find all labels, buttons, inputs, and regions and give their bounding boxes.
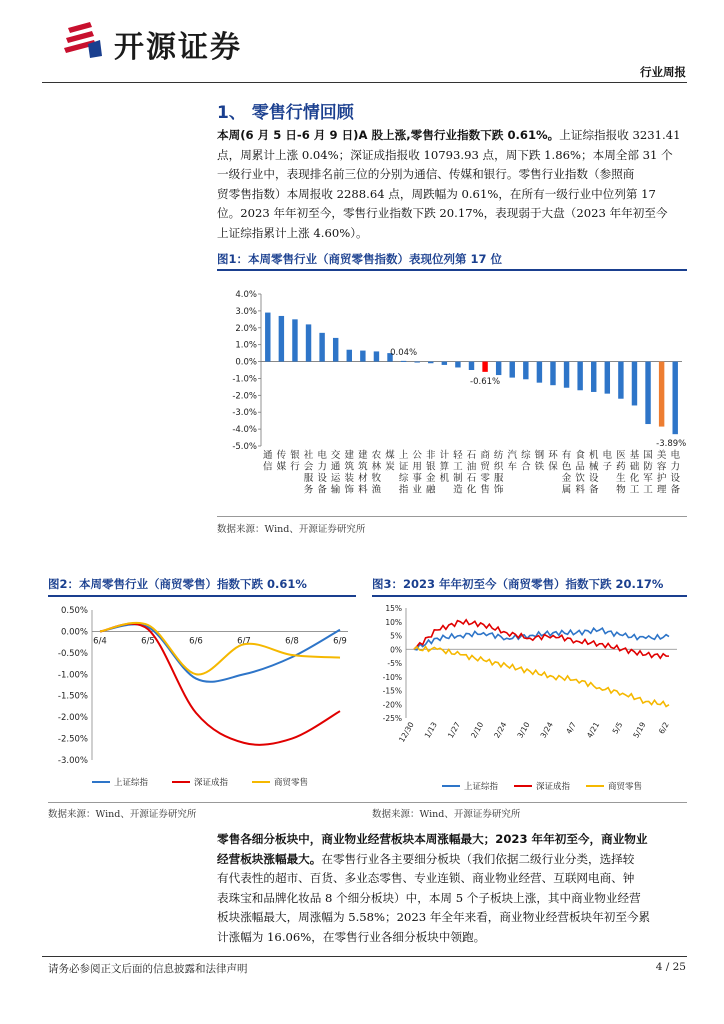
category-label (290, 449, 300, 473)
category-label-char: 子 (602, 461, 613, 473)
category-label (548, 450, 558, 473)
category-label (494, 449, 504, 496)
category-label-char: 设 (317, 473, 327, 484)
sector-paragraph: 零售各细分板块中，商业物业经营板块本周涨幅最大；2023 年年初至今，商业物业 经营板块涨幅最大。在零售行业各主要细分板块（我们依据二级行业分类，选择较 有代表性的超市、百货、多业态零售、专业连锁、商业物业经营、互联网电商、钟 表珠宝和品牌化妆品 8 个细分板块）中，本周 5 个子板块上涨，其中商业物业经营 板块涨幅最大，周涨幅为 5.58%；2023 年全年来看，商业物业经营板块年初至今累 计涨幅为 16.06%，在零售行业各细分板块中领跑。 (217, 832, 651, 944)
legend-label: 上证综指 (464, 782, 499, 792)
legend-label: 深证成指 (194, 778, 229, 788)
category-label-char: 煤 (385, 450, 395, 461)
category-label-char: 商 (480, 450, 490, 461)
bar (306, 324, 311, 361)
category-label-char: 环 (548, 450, 558, 461)
y-tick-label: -25% (382, 714, 402, 723)
category-label (562, 449, 572, 496)
legend-label: 商贸零售 (608, 782, 643, 792)
category-label-char: 生 (616, 473, 626, 484)
category-label-char: 通 (330, 461, 341, 473)
category-label-char: 电 (602, 450, 613, 461)
category-label-char: 合 (521, 461, 531, 473)
bar (374, 351, 379, 361)
series-line-3 (100, 623, 340, 675)
header-rule (42, 82, 687, 83)
x-tick-label: 5/19 (631, 720, 648, 740)
bar (550, 362, 555, 386)
category-label-char: 设 (670, 473, 680, 484)
y-tick-label: 3.0% (235, 306, 257, 317)
bar (659, 362, 664, 427)
bar (564, 362, 569, 388)
y-tick-label: -1.0% (232, 374, 257, 385)
category-label-char: 通 (263, 450, 273, 461)
category-label-char: 事 (412, 473, 422, 484)
bar (618, 362, 623, 399)
category-label (521, 449, 531, 473)
category-label-char: 轻 (453, 450, 463, 461)
category-label-char: 织 (493, 461, 504, 473)
intro-paragraph: 本周(6 月 5 日-6 月 9 日)A 股上涨,零售行业指数下跌 0.61%。上证综指报收 3231.41 点，周累计上涨 0.04%；深证成指报收 10793.93 点，周下跌 1.86%；本周全部 31 个 一级行业中，表现排名前三位的分别为通信、传媒和银行。零售行业指数（参照商 贸零售指数）本周报收 2288.64 点，周跌幅为 0.61%，在所有一级行业中位列第 17 位。2023 年年初至今，零售行业指数下跌 20.17%，表现弱于大盘（2023 年年初至今 上证综指累计上涨 4.60%）。 (217, 128, 681, 240)
category-label-char: 军 (643, 473, 653, 484)
x-tick-label: 6/2 (656, 720, 671, 736)
y-tick-label: -3.0% (232, 408, 257, 419)
fig3-line-chart (372, 600, 687, 800)
y-tick-label: -2.50% (57, 734, 88, 745)
category-label-char: 运 (330, 473, 341, 484)
brand-logo-icon (62, 18, 104, 60)
category-label-char: 物 (616, 484, 626, 496)
report-type: 行业周报 (640, 65, 686, 79)
legend-label: 商贸零售 (274, 778, 309, 788)
section-title: 1、 零售行情回顾 (217, 103, 354, 123)
category-label-char: 饰 (493, 484, 504, 496)
x-tick-label: 6/7 (237, 636, 251, 647)
bar (672, 362, 677, 435)
y-tick-label: -2.00% (57, 713, 88, 724)
y-tick-label: 0.00% (60, 627, 88, 638)
category-label-char: 料 (358, 484, 368, 496)
category-label-char: 建 (358, 450, 368, 461)
category-label (317, 449, 327, 496)
category-label-char: 备 (588, 484, 599, 496)
y-tick-label: 1.0% (235, 340, 257, 351)
category-label (589, 449, 599, 496)
category-label (304, 449, 314, 496)
category-label-char: 融 (426, 484, 436, 496)
category-label-char: 零 (480, 473, 490, 484)
bar (265, 313, 270, 362)
intro-bold: 本周(6 月 5 日-6 月 9 日)A 股上涨,零售行业指数下跌 0.61%。 (217, 128, 560, 142)
x-tick-label: 1/13 (422, 720, 439, 740)
y-tick-label: -2.0% (232, 391, 257, 402)
category-label-char: 售 (480, 484, 490, 496)
bar (442, 362, 447, 365)
x-tick-label: 6/5 (141, 636, 155, 647)
fig23-bottom-rule (48, 802, 687, 803)
category-label-char: 美 (656, 450, 667, 461)
category-label-char: 保 (548, 461, 558, 473)
bar (469, 362, 474, 370)
category-label (535, 449, 545, 473)
y-tick-label: -3.00% (57, 756, 88, 766)
category-label (358, 449, 368, 496)
category-label (670, 449, 680, 496)
bar (605, 362, 610, 394)
category-label-char: 钢 (534, 450, 545, 461)
fig1-title: 图1：本周零售行业（商贸零售指数）表现位列第 17 位 (217, 252, 503, 266)
category-label-char: 输 (330, 484, 341, 496)
legend-label: 深证成指 (536, 782, 571, 792)
category-label-char: 机 (439, 473, 450, 484)
category-label (603, 449, 613, 473)
bar (591, 362, 596, 392)
category-label-char: 工 (453, 461, 463, 473)
fig1-title-rule (217, 269, 687, 271)
category-label-char: 银 (290, 450, 300, 461)
x-tick-label: 6/9 (333, 636, 347, 647)
category-label-char: 工 (643, 484, 653, 496)
category-label-char: 机 (588, 450, 599, 461)
y-tick-label: 0% (390, 645, 402, 655)
category-label-char: 材 (358, 473, 368, 484)
category-label-char: 信 (263, 461, 273, 473)
category-label-char: 色 (561, 461, 572, 473)
category-label-char: 农 (371, 450, 382, 461)
bar (577, 362, 582, 391)
category-label-char: 计 (439, 450, 450, 461)
bar (496, 362, 501, 376)
y-tick-label: 10% (385, 617, 402, 627)
category-label (467, 450, 477, 496)
y-tick-label: -1.00% (57, 670, 88, 681)
category-label-char: 备 (317, 484, 327, 496)
category-label (277, 449, 287, 473)
x-tick-label: 2/10 (469, 720, 486, 740)
y-tick-label: -5% (387, 659, 402, 668)
fig3-title-rule (372, 595, 687, 597)
y-tick-label: -5.0% (232, 442, 257, 452)
category-label (643, 450, 653, 496)
bar (360, 351, 365, 362)
category-label-char: 媒 (276, 461, 287, 473)
x-tick-label: 6/8 (285, 636, 299, 647)
category-label-char: 行 (290, 461, 300, 473)
category-label-char: 交 (330, 450, 341, 461)
x-tick-label: 6/6 (189, 636, 203, 647)
category-label-char: 林 (371, 461, 382, 473)
bar (510, 362, 515, 378)
fig2-title-rule (48, 595, 356, 597)
fig3-title: 图3：2023 年年初至今（商贸零售）指数下跌 20.17% (372, 577, 664, 591)
category-label (331, 449, 341, 496)
bar (645, 362, 650, 424)
footer-disclaimer: 请务必参阅正文后面的信息披露和法律声明 (48, 963, 248, 975)
y-tick-label: 15% (385, 604, 402, 613)
category-label-char: 础 (629, 461, 640, 473)
category-label-char: 有 (561, 450, 572, 461)
bar (333, 338, 338, 362)
category-label-char: 石 (466, 473, 477, 484)
category-label-char: 牧 (371, 473, 382, 484)
fig1-source: 数据来源：Wind、开源证券研究所 (217, 524, 366, 535)
category-label (507, 449, 517, 473)
fig1-bar-chart (217, 280, 687, 505)
category-label (412, 450, 422, 496)
category-label-char: 备 (670, 484, 680, 496)
category-label (385, 449, 395, 473)
category-label (453, 449, 463, 496)
category-label-char: 力 (317, 461, 327, 473)
series-line-2 (414, 620, 669, 658)
fig1-bottom-rule (217, 516, 687, 517)
x-tick-label: 12/30 (397, 720, 416, 744)
category-label-char: 电 (670, 450, 680, 461)
category-label-char: 饮 (575, 473, 585, 484)
category-label (630, 449, 640, 496)
x-tick-label: 1/27 (445, 720, 463, 740)
category-label-char: 务 (303, 484, 314, 496)
category-label-char: 料 (575, 484, 585, 496)
category-label-char: 汽 (507, 450, 517, 461)
category-label-char: 造 (453, 484, 463, 496)
category-label-char: 力 (670, 461, 680, 473)
category-label-char: 食 (575, 450, 585, 461)
category-label (480, 449, 490, 496)
brand-logo (62, 18, 104, 60)
category-label-char: 会 (303, 461, 314, 473)
category-label-char: 电 (317, 450, 327, 461)
category-label-char: 用 (412, 461, 422, 473)
legend-label: 上证综指 (114, 778, 149, 788)
fig3-source: 数据来源：Wind、开源证券研究所 (372, 809, 521, 820)
category-label-char: 银 (426, 461, 436, 473)
bar (279, 316, 284, 362)
y-tick-label: 4.0% (235, 290, 257, 300)
category-label-char: 上 (398, 450, 409, 461)
category-label-char: 贸 (480, 461, 490, 473)
bar (455, 362, 460, 368)
bar (414, 362, 419, 363)
category-label-char: 属 (561, 484, 572, 496)
category-label-char: 饰 (344, 484, 355, 496)
bar (537, 362, 542, 383)
category-label-char: 传 (276, 450, 287, 461)
category-label-char: 装 (344, 473, 355, 484)
fig2-title: 图2：本周零售行业（商贸零售）指数下跌 0.61% (48, 577, 307, 591)
category-label (440, 449, 450, 484)
bar (401, 361, 406, 362)
category-label-char: 建 (344, 450, 355, 461)
fig2-source: 数据来源：Wind、开源证券研究所 (48, 809, 197, 820)
category-label-char: 化 (466, 484, 477, 496)
bar (523, 362, 528, 380)
y-tick-label: -10% (382, 672, 402, 682)
y-tick-label: -1.50% (57, 691, 88, 702)
category-label-char: 炭 (385, 461, 395, 473)
category-label-char: 石 (466, 450, 477, 461)
category-label-char: 指 (398, 484, 409, 496)
category-label-char: 化 (629, 473, 640, 484)
x-tick-label: 2/24 (492, 720, 509, 740)
data-label: -3.89% (656, 439, 687, 450)
page-number: 4 / 25 (655, 961, 686, 973)
category-label-char: 综 (521, 450, 531, 461)
bar (292, 319, 297, 361)
bar (482, 362, 487, 372)
category-label-char: 理 (656, 484, 667, 496)
category-label-char: 医 (616, 450, 626, 461)
category-label-char: 公 (412, 450, 422, 461)
category-label (263, 450, 273, 473)
category-label-char: 筑 (344, 461, 355, 473)
category-label-char: 铁 (534, 461, 545, 473)
bar (319, 333, 324, 362)
category-label-char: 国 (643, 450, 653, 461)
category-label-char: 筑 (358, 461, 368, 473)
x-tick-label: 6/4 (93, 636, 107, 647)
y-tick-label: 2.0% (235, 323, 257, 334)
bar (347, 350, 352, 362)
category-label-char: 工 (629, 484, 640, 496)
category-label-char: 综 (398, 473, 409, 484)
category-label (657, 449, 667, 496)
category-label-char: 社 (303, 450, 314, 461)
category-label-char: 品 (575, 461, 585, 473)
series-line-1 (100, 624, 340, 681)
category-label (345, 449, 355, 496)
category-label (575, 449, 585, 496)
bar (632, 362, 637, 406)
category-label-char: 油 (466, 461, 477, 473)
x-tick-label: 4/7 (564, 720, 579, 736)
y-tick-label: -15% (382, 686, 402, 696)
series-line-3 (414, 647, 669, 707)
category-label-char: 容 (656, 461, 667, 473)
y-tick-label: -0.50% (57, 648, 88, 659)
y-tick-label: -4.0% (232, 425, 257, 436)
y-tick-label: 5% (390, 631, 402, 641)
bar (428, 362, 433, 364)
category-label-char: 制 (453, 473, 463, 484)
x-tick-label: 4/21 (584, 720, 602, 740)
data-label: 0.04% (390, 347, 418, 358)
y-tick-label: 0.0% (235, 357, 257, 368)
category-label-char: 服 (493, 473, 504, 484)
category-label-char: 车 (507, 461, 517, 473)
y-tick-label: 0.50% (60, 606, 88, 616)
category-label-char: 械 (588, 461, 599, 473)
brand-name: 开源证券 (114, 30, 242, 65)
category-label-char: 护 (656, 473, 667, 484)
category-label-char: 服 (303, 473, 314, 484)
category-label (399, 449, 409, 496)
fig2-line-chart (48, 600, 356, 800)
category-label-char: 纺 (493, 450, 504, 461)
data-label: -0.61% (470, 376, 501, 387)
x-tick-label: 3/24 (538, 720, 555, 740)
series-line-2 (100, 624, 340, 745)
category-label (616, 450, 626, 496)
footer-rule (42, 956, 687, 957)
category-label-char: 证 (398, 461, 409, 473)
category-label-char: 基 (629, 450, 640, 461)
category-label-char: 金 (561, 473, 572, 484)
x-tick-label: 3/10 (515, 720, 532, 740)
x-tick-label: 5/5 (610, 720, 625, 736)
category-label (372, 449, 382, 496)
category-label-char: 渔 (371, 484, 382, 496)
category-label-char: 设 (588, 473, 599, 484)
category-label-char: 非 (426, 450, 436, 461)
y-tick-label: -20% (382, 700, 402, 710)
category-label-char: 防 (643, 461, 653, 473)
category-label-char: 药 (616, 461, 626, 473)
category-label-char: 金 (426, 473, 436, 484)
category-label-char: 算 (439, 461, 450, 473)
category-label-char: 业 (412, 484, 422, 496)
category-label (426, 449, 436, 496)
